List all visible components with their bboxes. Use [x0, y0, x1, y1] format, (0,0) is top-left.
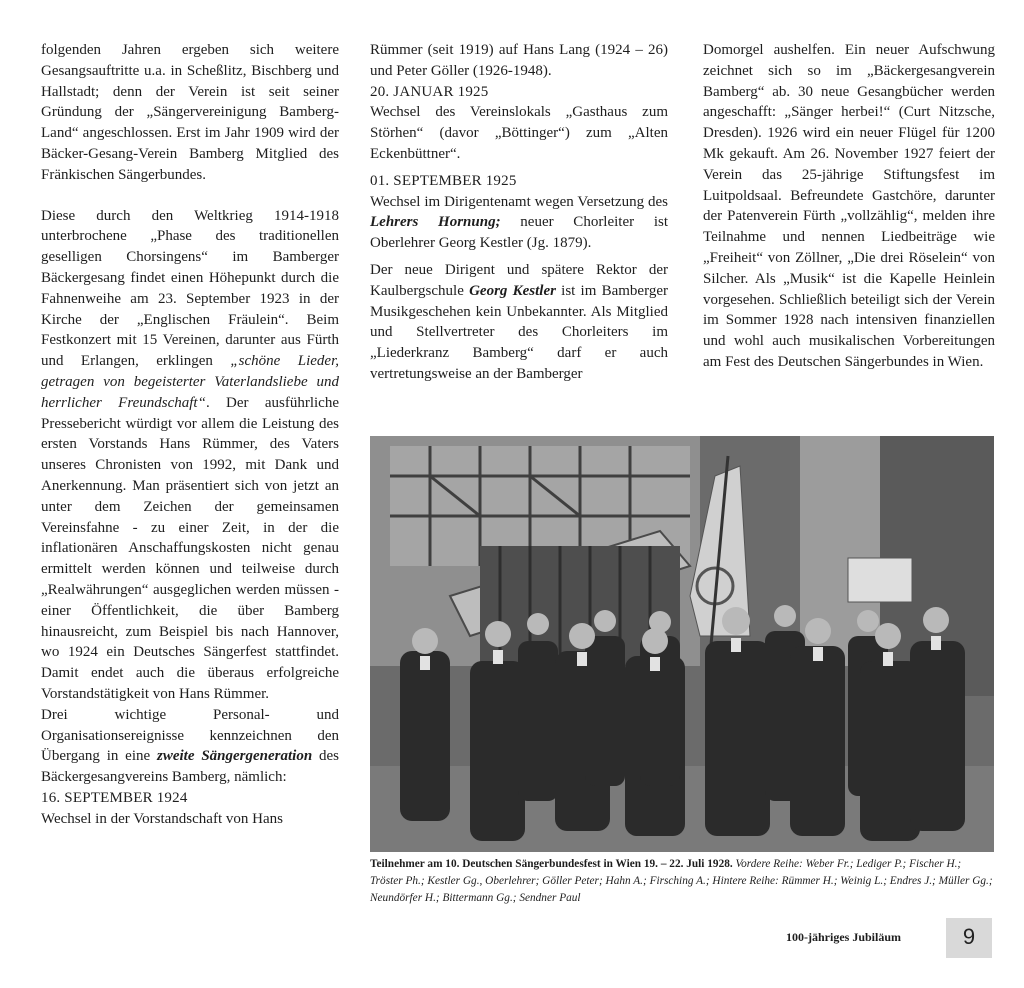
group-photo	[370, 436, 994, 852]
text-run: Diese durch den Weltkrieg 1914-1918 unterbrochene „Phase des traditionellen geselligen Chorsingens“ im Bamberger Bäckergesang findet einen Höhepunkt durch die Fahnenweihe am 23. September 1923 in der Kirche der „Englischen Fräulein“. Beim Festkonzert mit 15 Vereinen, darunter aus Fürth und Erlangen, erklingen	[41, 207, 339, 370]
group-photo-illustration	[370, 436, 994, 852]
emphasis: Georg Kestler	[469, 282, 556, 299]
text-run: Wechsel im Dirigentenamt wegen Versetzung des	[370, 193, 668, 210]
emphasis: Lehrers Hornung;	[370, 214, 501, 231]
date-heading: 16. SEPTEMBER 1924	[41, 789, 188, 806]
quote: „schöne Lieder, getragen von begeisterter Vaterlandsliebe und herrlicher Freundschaft“	[41, 353, 339, 411]
paragraph: Rümmer (seit 1919) auf Hans Lang (1924 – 26) und Peter Göller (1926-1948).	[370, 42, 668, 79]
caption-names: Vordere Reihe: Weber Fr.; Lediger P.; Fischer H.; Tröster Ph.; Kestler Gg., Oberlehrer; Göller Peter; Hahn A.; Firsching A.; Hintere Reihe: Rümmer H.; Weinig L.; Endres J.; Müller Gg.; Neundörfer H.; Bittermann Gg.; Sendner Paul	[370, 858, 993, 905]
text-column-1	[41, 40, 339, 829]
paragraph	[41, 705, 339, 788]
paragraph: Domorgel aushelfen. Ein neuer Aufschwung zeichnet sich so im „Bäckergesangverein Bamberg“ ab. 30 neue Gesangbücher werden angeschafft: „Sänger herbei!“ (Curt Nitzsche, Dresden). 1926 wird ein neuer Flügel für 1200 Mk gekauft. Am 26. November 1927 feiert der Verein das 25-jährige Stiftungsfest im Luitpoldsaal. Befreundete Gastchöre, darunter der Patenverein Fürth „vollzählig“, melden ihre Teilnahme und nennen Liedbeiträge wie „Freiheit“ von Zöllner, „Die drei Röselein“ von Silcher. Als „Musik“ ist die Kapelle Heinlein vorgesehen. Schließlich beteiligt sich der Verein im Sommer 1928 nach intensiven finanziellen und wohl auch musikalischen Vorbereitungen am Fest des Deutschen Sängerbundes in Wien.	[703, 42, 995, 370]
paragraph	[370, 192, 668, 254]
text-column-2	[370, 40, 668, 385]
text-run: Drei wichtige Personal- und Organisationsereignisse kennzeichnen den Übergang in eine	[41, 706, 339, 765]
paragraph	[41, 206, 339, 705]
text-run: des Bäckergesangvereins Bamberg, nämlich:	[41, 748, 339, 786]
photo-caption	[370, 856, 996, 908]
emphasis: zweite Sängergeneration	[157, 748, 313, 765]
page-number: 9	[962, 924, 976, 949]
date-heading: 01. SEPTEMBER 1925	[370, 172, 517, 189]
text-run: . Der ausführliche Pressebericht würdigt vor allem die Leistung des ersten Vorstands Hans Rümmer, des Vaters unseres Chronisten von 1992, mit Dank und Anerkennung. Man präsentiert sich von jetzt an unter dem Zeichen der gemeinsamen Vereinsfahne - zu einer Zeit, in der die inflationären Anschaffungskosten nicht genau ermittelt werden können und teilweise durch „Realwährungen“ ausgeglichen werden müssen - einer Öffentlichkeit, die über Bamberg hinausreicht, zum Beispiel bis nach Hannover, wo 1924 ein Deutsches Sängerfest stattfindet. Damit endet auch die überaus erfolgreiche Vorstandstätigkeit von Hans Rümmer.	[41, 394, 339, 702]
footer-label: 100-jähriges Jubiläum	[786, 930, 902, 944]
date-heading: 20. JANUAR 1925	[370, 83, 489, 100]
paragraph: folgenden Jahren ergeben sich weitere Gesangsauftritte u.a. in Scheßlitz, Bischberg und Hallstadt; denn der Verein ist seit seiner Gründung der „Sängervereinigung Bamberg-Land“ angeschlossen. Erst im Jahr 1909 wird der Bäcker-Gesang-Verein Bamberg Mitglied des Fränkischen Sängerbundes.	[41, 42, 339, 183]
text-run: ist im Bamberger Musikgeschehen kein Unbekannter. Als Mitglied und Stellvertreter des Chorleiters im „Liederkranz Bamberg“ darf er auch vertretungsweise an der Bamberger	[370, 282, 668, 382]
paragraph: Wechsel in der Vorstandschaft von Hans	[41, 810, 283, 827]
text-run: Der neue Dirigent und spätere Rektor der Kaulbergschule	[370, 261, 668, 299]
page-number-box	[946, 918, 992, 958]
paragraph: Wechsel des Vereinslokals „Gasthaus zum Störhen“ (davor „Böttinger“) zum „Alten Eckenbüttner“.	[370, 104, 668, 162]
text-run: neuer Chorleiter ist Oberlehrer Georg Kestler (Jg. 1879).	[370, 214, 669, 252]
text-column-3	[703, 40, 995, 373]
paragraph	[370, 260, 668, 385]
caption-title: Teilnehmer am 10. Deutschen Sängerbundesfest in Wien 19. – 22. Juli 1928.	[370, 858, 733, 870]
